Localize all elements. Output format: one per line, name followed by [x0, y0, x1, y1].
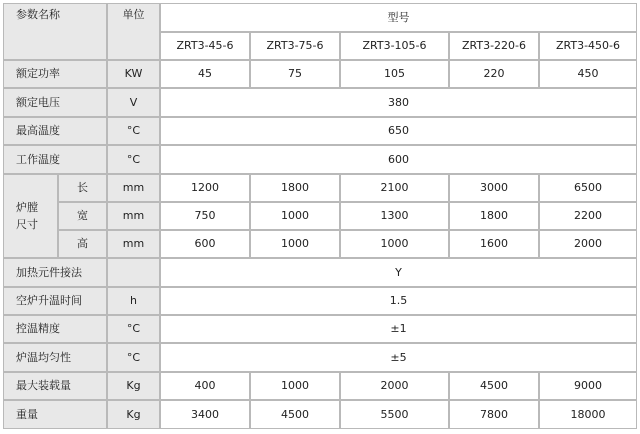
unit-cell: °C — [107, 117, 160, 145]
row-label-work-temp: 工作温度 — [3, 145, 107, 174]
model-name: ZRT3-450-6 — [539, 32, 637, 60]
value-cell: 1800 — [449, 202, 539, 230]
value-cell: 3400 — [160, 400, 250, 429]
unit-cell: mm — [107, 230, 160, 258]
merged-value-cell: ±5 — [160, 343, 637, 372]
sub-label-width: 宽 — [58, 202, 107, 230]
value-cell: 18000 — [539, 400, 637, 429]
unit-cell: mm — [107, 174, 160, 202]
value-cell: 4500 — [449, 372, 539, 400]
row-label-uniformity: 炉温均匀性 — [3, 343, 107, 372]
value-cell: 750 — [160, 202, 250, 230]
row-label-chamber-size — [3, 174, 58, 258]
model-name: ZRT3-45-6 — [160, 32, 250, 60]
unit-cell: Kg — [107, 372, 160, 400]
value-cell: 1800 — [250, 174, 340, 202]
value-cell: 450 — [539, 60, 637, 88]
header-unit: 单位 — [107, 3, 160, 60]
value-cell: 1000 — [250, 230, 340, 258]
value-cell: 3000 — [449, 174, 539, 202]
value-cell: 4500 — [250, 400, 340, 429]
merged-value-cell: 380 — [160, 88, 637, 117]
row-label-max-load: 最大装载量 — [3, 372, 107, 400]
unit-cell: °C — [107, 315, 160, 343]
value-cell: 45 — [160, 60, 250, 88]
row-label-heater-connection: 加热元件接法 — [3, 258, 107, 287]
merged-value-cell: 600 — [160, 145, 637, 174]
value-cell: 75 — [250, 60, 340, 88]
unit-cell: Kg — [107, 400, 160, 429]
chamber-label-line2: 尺寸 — [16, 218, 38, 231]
unit-cell: mm — [107, 202, 160, 230]
merged-value-cell: Y — [160, 258, 637, 287]
value-cell: 2000 — [539, 230, 637, 258]
value-cell: 400 — [160, 372, 250, 400]
model-name: ZRT3-75-6 — [250, 32, 340, 60]
sub-label-height: 高 — [58, 230, 107, 258]
row-label-weight: 重量 — [3, 400, 107, 429]
value-cell: 1300 — [340, 202, 449, 230]
value-cell: 7800 — [449, 400, 539, 429]
chamber-label-line1: 炉膛 — [16, 201, 38, 214]
value-cell: 1000 — [340, 230, 449, 258]
header-param-name: 参数名称 — [3, 3, 107, 60]
value-cell: 1000 — [250, 372, 340, 400]
row-label-max-temp: 最高温度 — [3, 117, 107, 145]
unit-cell: °C — [107, 343, 160, 372]
merged-value-cell: 1.5 — [160, 287, 637, 315]
unit-cell: °C — [107, 145, 160, 174]
row-label-rated-voltage: 额定电压 — [3, 88, 107, 117]
row-label-heatup-time: 空炉升温时间 — [3, 287, 107, 315]
value-cell: 5500 — [340, 400, 449, 429]
row-label-rated-power: 额定功率 — [3, 60, 107, 88]
value-cell: 1200 — [160, 174, 250, 202]
row-label-control-precision: 控温精度 — [3, 315, 107, 343]
unit-cell: KW — [107, 60, 160, 88]
value-cell: 1600 — [449, 230, 539, 258]
value-cell: 600 — [160, 230, 250, 258]
value-cell: 220 — [449, 60, 539, 88]
header-model: 型号 — [160, 3, 637, 32]
value-cell: 105 — [340, 60, 449, 88]
value-cell: 1000 — [250, 202, 340, 230]
value-cell: 2000 — [340, 372, 449, 400]
merged-value-cell: ±1 — [160, 315, 637, 343]
value-cell: 2100 — [340, 174, 449, 202]
value-cell: 6500 — [539, 174, 637, 202]
value-cell: 9000 — [539, 372, 637, 400]
model-name: ZRT3-220-6 — [449, 32, 539, 60]
merged-value-cell: 650 — [160, 117, 637, 145]
model-name: ZRT3-105-6 — [340, 32, 449, 60]
unit-cell: h — [107, 287, 160, 315]
value-cell: 2200 — [539, 202, 637, 230]
sub-label-length: 长 — [58, 174, 107, 202]
unit-cell: V — [107, 88, 160, 117]
unit-cell — [107, 258, 160, 287]
